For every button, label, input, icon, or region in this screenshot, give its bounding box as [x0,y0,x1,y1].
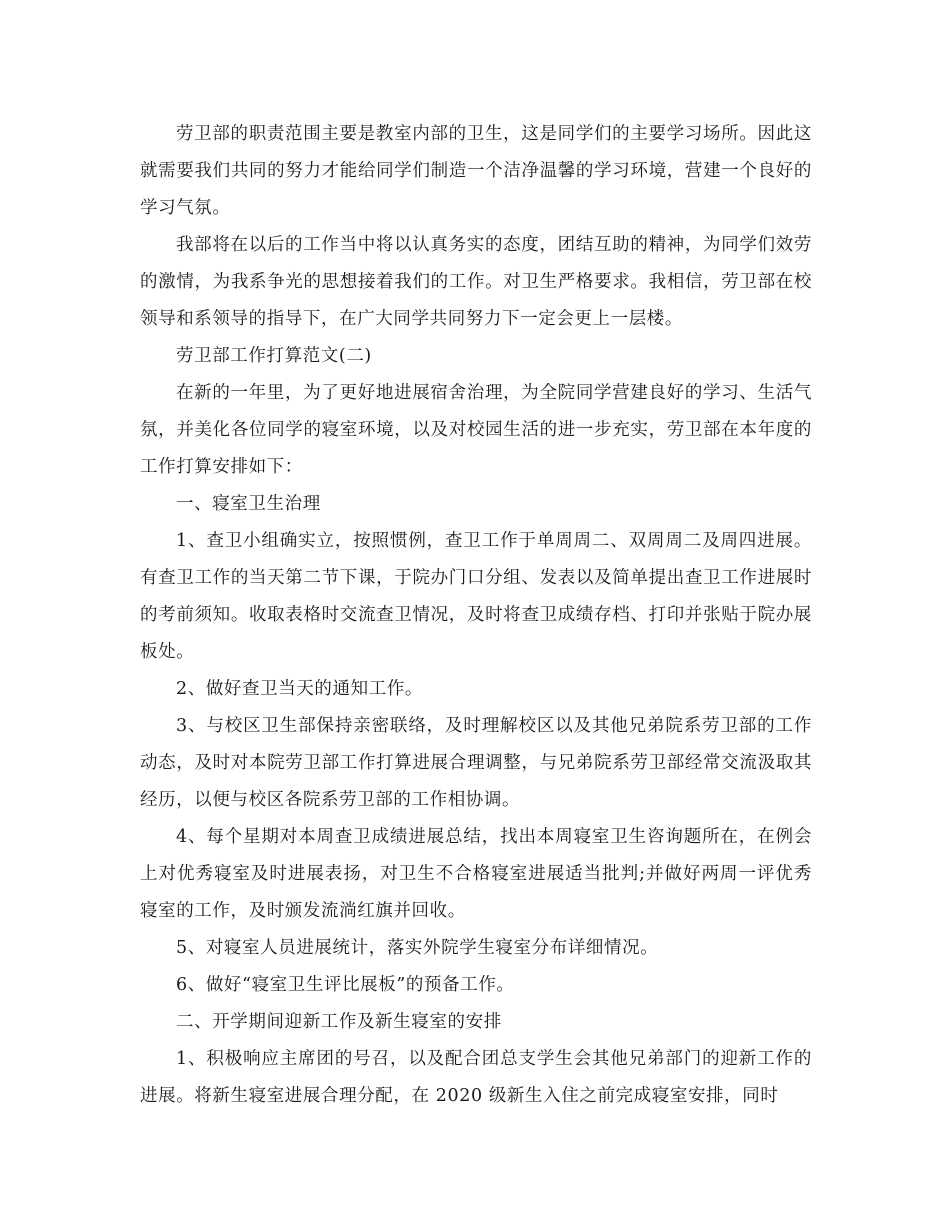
section-heading: 一、寝室卫生治理 [176,494,321,514]
body-paragraph: 我部将在以后的工作当中将以认真务实的态度，团结互助的精神，为同学们效劳的激情，为我系争光的思想接着我们的工作。对卫生严格要求。我相信，劳卫部在校领导和系领导的指导下，在广大同学共同努力下一定会更上一层楼。 [140,235,812,329]
list-item: 1、查卫小组确实立，按照惯例，查卫工作于单周周二、双周周二及周四进展。有查卫工作的当天第二节下课，于院办门口分组、发表以及简单提出查卫工作进展时的考前须知。收取表格时交流查卫情况，及时将查卫成绩存档、打印并张贴于院办展板处。 [140,531,812,662]
list-item: 1、积极响应主席团的号召，以及配合团总支学生会其他兄弟部门的迎新工作的进展。将新生寝室进展合理分配，在 2020 级新生入住之前完成寝室安排，同时 [140,1049,812,1106]
document-body [140,116,812,1115]
list-item: 4、每个星期对本周查卫成绩进展总结，找出本周寝室卫生咨询题所在，在例会上对优秀寝室及时进展表扬，对卫生不合格寝室进展适当批判;并做好两周一评优秀寝室的工作，及时颁发流淌红旗并回收。 [140,827,812,921]
list-item: 5、对寝室人员进展统计，落实外院学生寝室分布详细情况。 [176,938,659,958]
list-item: 3、与校区卫生部保持亲密联络，及时理解校区以及其他兄弟院系劳卫部的工作动态，及时对本院劳卫部工作打算进展合理调整，与兄弟院系劳卫部经常交流汲取其经历，以便与校区各院系劳卫部的工作相协调。 [140,716,812,810]
section-heading: 二、开学期间迎新工作及新生寝室的安排 [176,1012,502,1032]
body-paragraph: 劳卫部的职责范围主要是教室内部的卫生，这是同学们的主要学习场所。因此这就需要我们共同的努力才能给同学们制造一个洁净温馨的学习环境，营建一个良好的学习气氛。 [140,124,812,218]
section-title: 劳卫部工作打算范文(二) [176,346,372,366]
list-item: 2、做好查卫当天的通知工作。 [176,679,424,699]
body-paragraph: 在新的一年里，为了更好地进展宿舍治理，为全院同学营建良好的学习、生活气氛，并美化各位同学的寝室环境，以及对校园生活的进一步充实，劳卫部在本年度的工作打算安排如下： [140,383,812,477]
list-item: 6、做好“寝室卫生评比展板”的预备工作。 [176,975,515,995]
